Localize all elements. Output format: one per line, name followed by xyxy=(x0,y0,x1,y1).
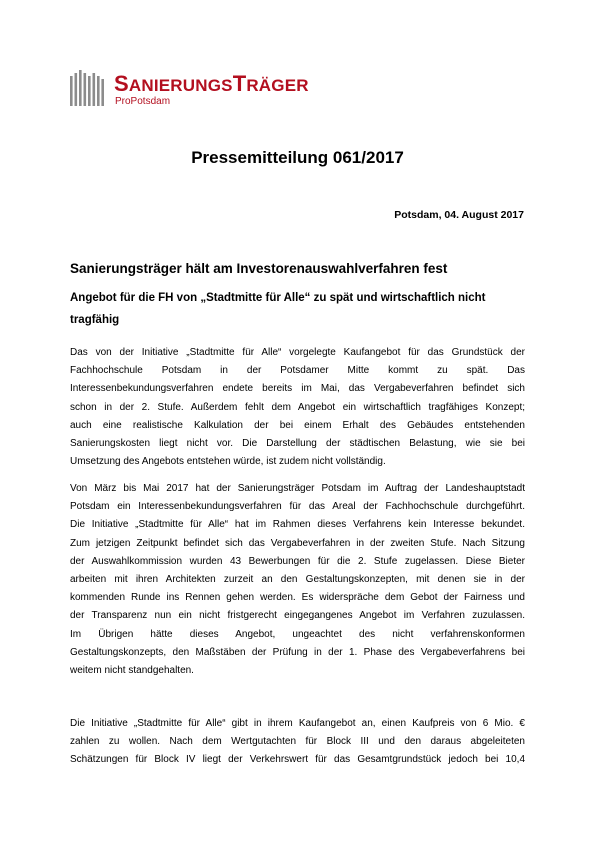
paragraph-line: Fachhochschule Potsdam in der Potsdamer Mitte kommt zu spät. Das xyxy=(70,365,525,377)
subheadline: Angebot für die FH von „Stadtmitte für Alle“ zu spät und wirtschaftlich nicht tragfähig xyxy=(70,292,486,326)
page-title: Pressemitteilung 061/2017 xyxy=(191,148,404,167)
paragraph-line: schon in der 2. Stufe. Außerdem fehlt dem Angebot ein wirtschaftlich tragfähiges Konzept; xyxy=(70,401,525,413)
dateline: Potsdam, 04. August 2017 xyxy=(394,209,524,221)
paragraph-line: Das von der Initiative „Stadtmitte für Alle“ vorgelegte Kaufangebot für das Grundstück der xyxy=(70,347,525,358)
paragraph-line: der Transparenz nun ein nicht fristgerecht eingegangenes Angebot im Verfahren zuzulassen. xyxy=(70,610,525,622)
paragraph-line: Potsdam ein Interessenbekundungsverfahren für das Areal der Fachhochschule durchgeführt. xyxy=(70,501,525,513)
paragraph-line: Im Übrigen hätte dieses Angebot, ungeachtet des nicht verfahrenskonformen xyxy=(70,628,525,640)
paragraph-line: arbeiten mit ihren Architekten zurzeit an den Gestaltungskonzepten, mit denen sie in der xyxy=(70,574,525,586)
paragraph-2 xyxy=(70,480,525,680)
paragraph-line: der Auswahlkommission wurden 43 Bewerbungen für die 2. Stufe zugelassen. Diese Bieter xyxy=(70,555,525,567)
paragraph-line: Sanierungskosten liegt nicht vor. Die Darstellung der städtischen Belastung, wie sie bei xyxy=(70,438,525,450)
sanierungstraeger-logo xyxy=(70,68,340,108)
paragraph-line: Die Initiative „Stadtmitte für Alle“ gibt in ihrem Kaufangebot an, einen Kaufpreis von 6 Mio. € xyxy=(70,718,525,729)
paragraph-line: auch eine realistische Kalkulation der bei einem Erhalt des Gebäudes entstehenden xyxy=(70,419,525,431)
logo-subtitle: ProPotsdam xyxy=(115,96,171,107)
paragraph-3 xyxy=(70,715,525,770)
paragraph-line: Interessenbekundungsverfahren endete bereits im Mai, das Vergabeverfahren befindet sich xyxy=(70,383,525,395)
paragraph-line: weitem nicht standgehalten. xyxy=(70,665,194,677)
paragraph-line: Die Initiative „Stadtmitte für Alle“ hat im Rahmen dieses Verfahrens kein Interesse bekundet. xyxy=(70,519,525,531)
paragraph-line: Zum jetzigen Zeitpunkt befindet sich das Vergabeverfahren in der zweiten Stufe. Nach Sitzung xyxy=(70,537,525,549)
paragraph-line: Von März bis Mai 2017 hat der Sanierungsträger Potsdam im Auftrag der Landeshauptstadt xyxy=(70,483,525,494)
paragraph-line: Gestaltungskonzepts, den Maßstäben der Prüfung in der 1. Phase des Vergabeverfahrens bei xyxy=(70,646,525,658)
headline: Sanierungsträger hält am Investorenauswahlverfahren fest xyxy=(70,261,448,276)
paragraph-line: Umsetzung des Angebots entstehen würde, ist zudem nicht vollständig. xyxy=(70,456,386,468)
paragraph-line: zahlen zu wollen. Nach dem Wertgutachten für Block III und den daraus abgeleiteten xyxy=(70,736,525,748)
building-mark-icon xyxy=(70,70,104,106)
paragraph-1 xyxy=(70,344,525,471)
logo-wordmark: SANIERUNGSTRÄGER xyxy=(114,71,309,96)
paragraph-line: kommenden Runde ins Rennen gehen werden. Es widerspräche dem Gebot der Fairness und xyxy=(70,592,525,604)
paragraph-line: Schätzungen für Block IV liegt der Verkehrswert für das Gesamtgrundstück jedoch bei 10,4 xyxy=(70,754,525,766)
